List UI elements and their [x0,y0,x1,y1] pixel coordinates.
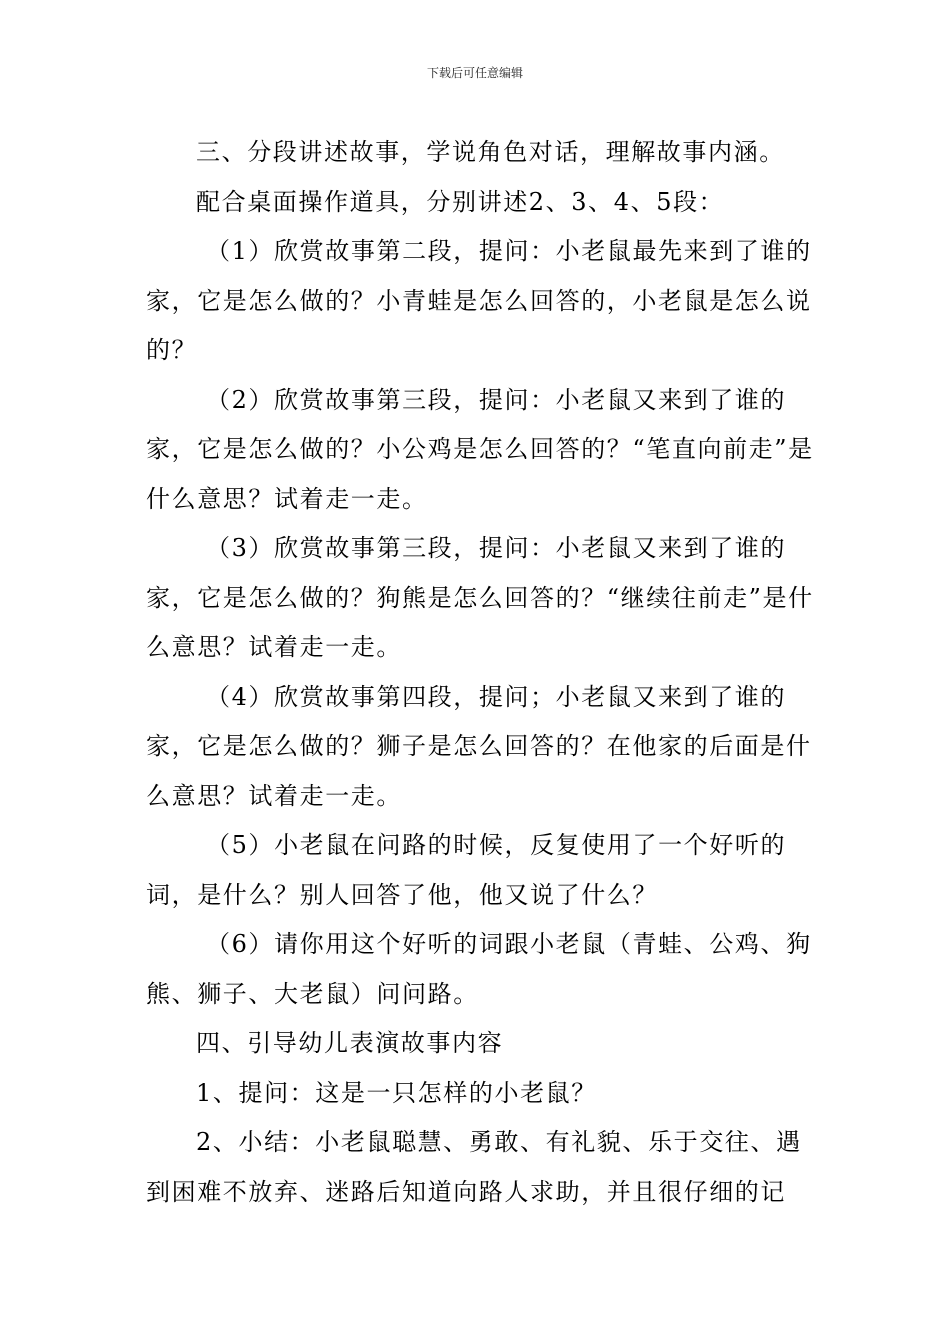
paragraph-question: 1、提问：这是一只怎样的小老鼠？ [196,1078,597,1107]
paragraph-props-intro: 配合桌面操作道具，分别讲述2、3、4、5段： [196,187,725,216]
paragraph-summary: 2、小结：小老鼠聪慧、勇敢、有礼貌、乐于交往、遇到困难不放弃、迷路后知道向路人求助，并且很仔细的记 [146,1128,802,1206]
section-heading-three: 三、分段讲述故事，学说角色对话，理解故事内涵。 [196,138,785,166]
page-header-note: 下载后可任意编辑 [426,66,523,80]
question-item-4: （4）欣赏故事第四段，提问；小老鼠又来到了谁的家，它是怎么做的？狮子是怎么回答的？在他家的后面是什么意思？试着走一走。 [146,682,812,810]
question-item-5: （5）小老鼠在问路的时候，反复使用了一个好听的词，是什么？别人回答了他，他又说了什么？ [146,831,787,909]
question-item-1: （1）欣赏故事第二段，提问：小老鼠最先来到了谁的家，它是怎么做的？小青蛙是怎么回答的，小老鼠是怎么说的？ [146,237,812,364]
question-item-2: （2）欣赏故事第三段，提问：小老鼠又来到了谁的家，它是怎么做的？小公鸡是怎么回答的？“笔直向前走”是什么意思？试着走一走。 [146,385,814,513]
section-heading-four: 四、引导幼儿表演故事内容 [196,1029,504,1057]
question-item-3: （3）欣赏故事第三段，提问：小老鼠又来到了谁的家，它是怎么做的？狗熊是怎么回答的？“继续往前走”是什么意思？试着走一走。 [146,534,814,661]
document-body [146,128,826,1217]
question-item-6: （6）请你用这个好听的词跟小老鼠（青蛙、公鸡、狗熊、狮子、大老鼠）问问路。 [146,930,812,1008]
